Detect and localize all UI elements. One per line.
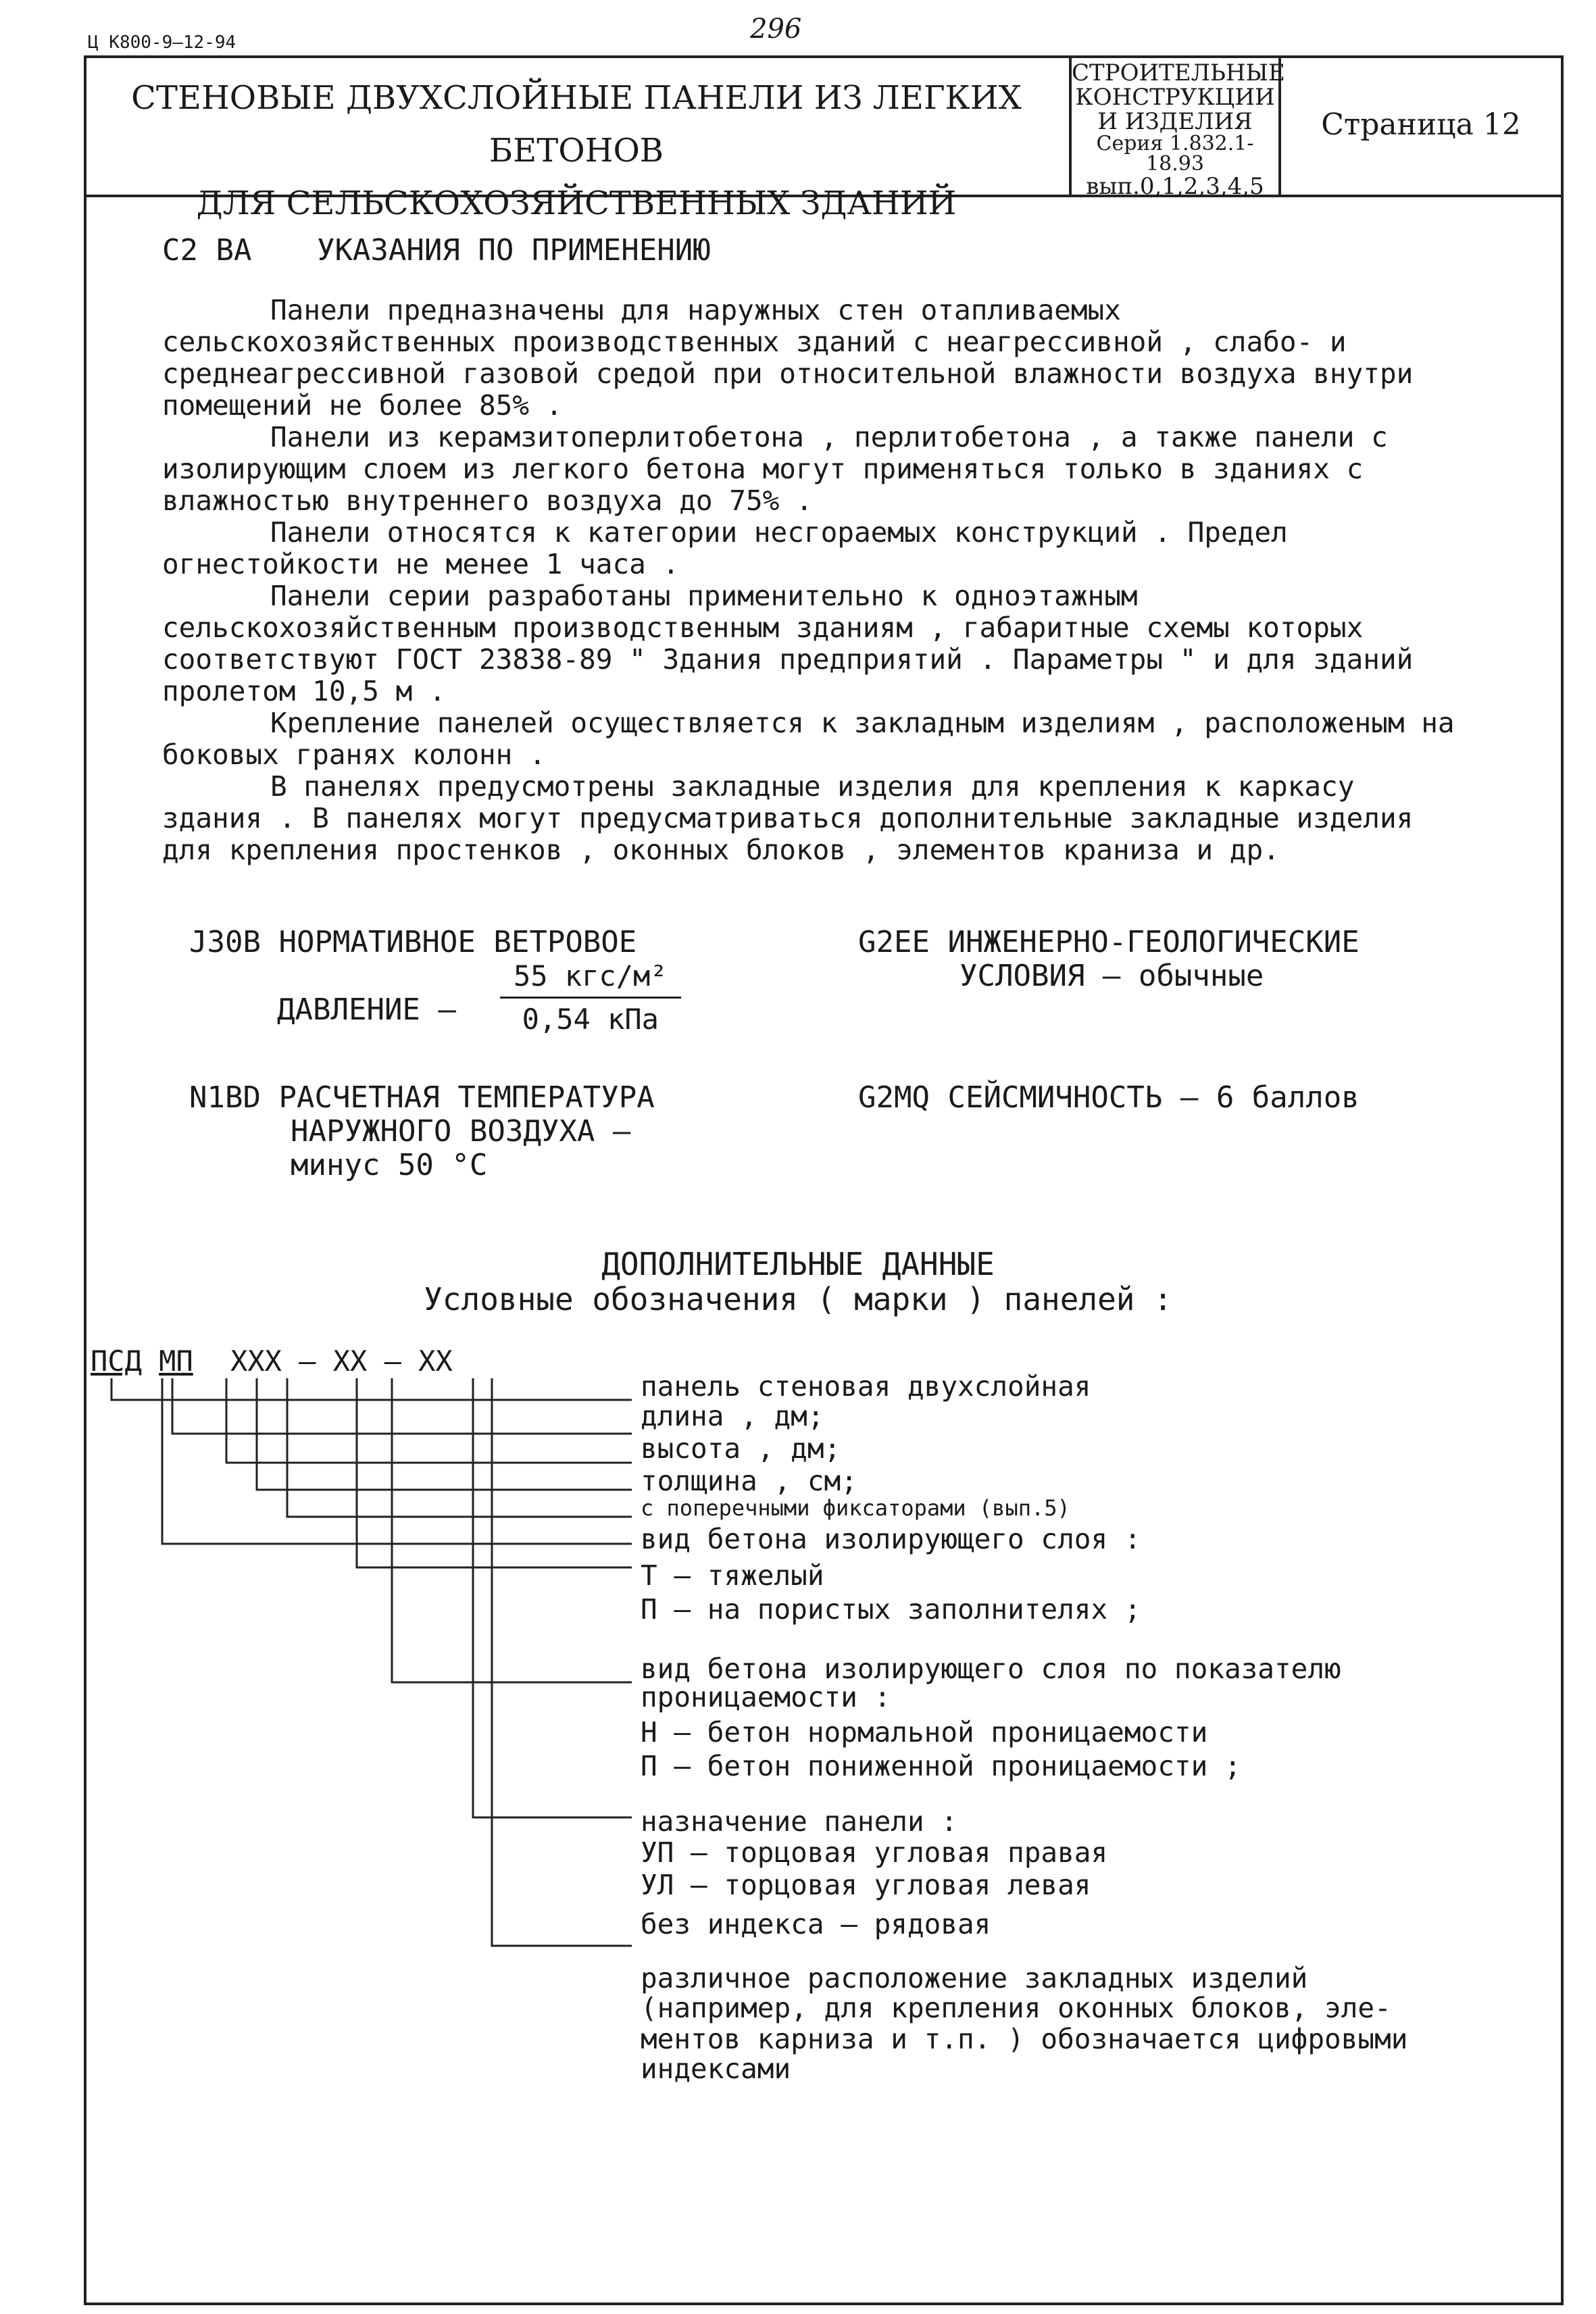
legend-item: вид бетона изолирующего слоя : [641,1523,1141,1555]
temp-title-2: НАРУЖНОГО ВОЗДУХА – [291,1114,631,1149]
page-label: Страница 12 [1321,107,1521,142]
series-line-2: КОНСТРУКЦИИ [1075,84,1275,111]
legend-item: УЛ – торцовая угловая левая [641,1869,1091,1901]
paragraph: Панели серии разработаны применительно к одноэтажным сельскохозяйственным производственным зданиям , габаритные схемы которых соответствуют ГОСТ 23838-89 " Здания предприятий . Параметры " и для зданий пролетом 10,5 м . [162,580,1414,707]
legend-item: вид бетона изолирующего слоя по показателю [641,1653,1341,1685]
leader-line [162,1378,632,1544]
additional-data-subtitle: Условные обозначения ( марки ) панелей : [424,1281,1172,1317]
wind-pressure-kpa: 0,54 кПа [522,1003,659,1036]
legend-item: длина , дм; [641,1400,824,1432]
legend-item: УП – торцовая угловая правая [641,1836,1108,1869]
leader-line [357,1378,632,1567]
legend-item: панель стеновая двухслойная [641,1370,1091,1403]
series-line-3: И ИЗДЕЛИЯ [1097,108,1253,135]
legend-item: без индекса – рядовая [641,1908,991,1940]
section-title: УКАЗАНИЯ ПО ПРИМЕНЕНИЮ [316,233,711,268]
legend-item: ментов карниза и т.п. ) обозначается цифровыми [641,2023,1408,2055]
section-code: C2 ВА [162,233,252,268]
geo-conditions: УСЛОВИЯ – обычные [959,959,1264,993]
title-line-2: ДЛЯ СЕЛЬСКОХОЗЯЙСТВЕННЫХ ЗДАНИЙ [196,184,957,222]
legend-item: Н – бетон нормальной проницаемости [641,1716,1208,1749]
paragraph: Панели предназначены для наружных стен отапливаемых сельскохозяйственных производственных зданий с неагрессивной , слабо- и среднеагрессивной газовой средой при относительной влажности воздуха внутри помещений не более 85% . [162,294,1414,422]
legend-item: толщина , см; [641,1465,857,1497]
leader-line [392,1378,632,1682]
wind-code: J30B [189,925,261,959]
legend-item: П – на пористых заполнителях ; [641,1593,1141,1626]
legend-item: различное расположение закладных изделий [641,1962,1308,1994]
temp-code: N1BD [189,1080,261,1115]
leader-line [172,1378,632,1434]
paragraph: Панели относятся к категории несгораемых конструкций . Предел огнестойкости не менее 1 часа . [162,516,1288,580]
paragraph: Панели из керамзитоперлитобетона , перлитобетона , а также панели с изолирующим слоем из легкого бетона могут применяться только в зданиях с влажностью внутреннего воздуха до 75% . [162,421,1388,517]
wind-title: НОРМАТИВНОЕ ВЕТРОВОЕ [278,925,637,959]
legend-item: высота , дм; [641,1432,841,1465]
legend-item: Т – тяжелый [641,1559,824,1592]
geo-code: G2EE [858,925,930,959]
additional-data-title: ДОПОЛНИТЕЛЬНЫЕ ДАННЫЕ [601,1246,995,1282]
legend-item: П – бетон пониженной проницаемости ; [641,1750,1241,1782]
document-code: Ц К800-9—12-94 [88,32,236,53]
legend-item: назначение панели : [641,1805,957,1838]
legend-item: проницаемости : [641,1681,891,1713]
mark-prefix-psd: ПСД [91,1344,142,1378]
legend-item: (например, для крепления оконных блоков, эле- [641,1992,1391,2024]
seis-title: СЕЙСМИЧНОСТЬ – 6 баллов [947,1080,1360,1115]
leader-line [111,1378,632,1400]
paragraph: В панелях предусмотрены закладные изделия для крепления к каркасу здания . В панелях могут предусматриваться дополнительные закладные изделия для крепления простенков , оконных блоков , элементов краниза и др. [162,770,1414,866]
temp-title: РАСЧЕТНАЯ ТЕМПЕРАТУРА [278,1080,655,1115]
sheet-number: 296 [750,14,802,45]
seis-code: G2MQ [858,1080,930,1115]
mark-prefix-mp: МП [159,1344,193,1378]
series-issues: вып.0,1,2,3,4,5 [1086,173,1264,200]
geo-title: ИНЖЕНЕРНО-ГЕОЛОГИЧЕСКИЕ [947,925,1360,959]
wind-pressure-kgf: 55 кгс/м² [500,959,681,999]
mark-pattern: XXX – XX – XX [230,1344,453,1378]
series-number: Серия 1.832.1-18.93 [1096,132,1254,176]
temp-value: минус 50 °С [291,1148,488,1182]
legend-item: с поперечными фиксаторами (вып.5) [641,1495,1070,1521]
leader-line [473,1378,632,1817]
wind-pressure-label: ДАВЛЕНИЕ – [277,992,456,1027]
paragraph: Крепление панелей осуществляется к закладным изделиям , расположеным на боковых гранях колонн . [162,707,1455,771]
series-line-1: СТРОИТЕЛЬНЫЕ [1072,59,1285,86]
legend-item: индексами [641,2053,791,2085]
title-line-1: СТЕНОВЫЕ ДВУХСЛОЙНЫЕ ПАНЕЛИ ИЗ ЛЕГКИХ БЕТОНОВ [131,79,1022,170]
